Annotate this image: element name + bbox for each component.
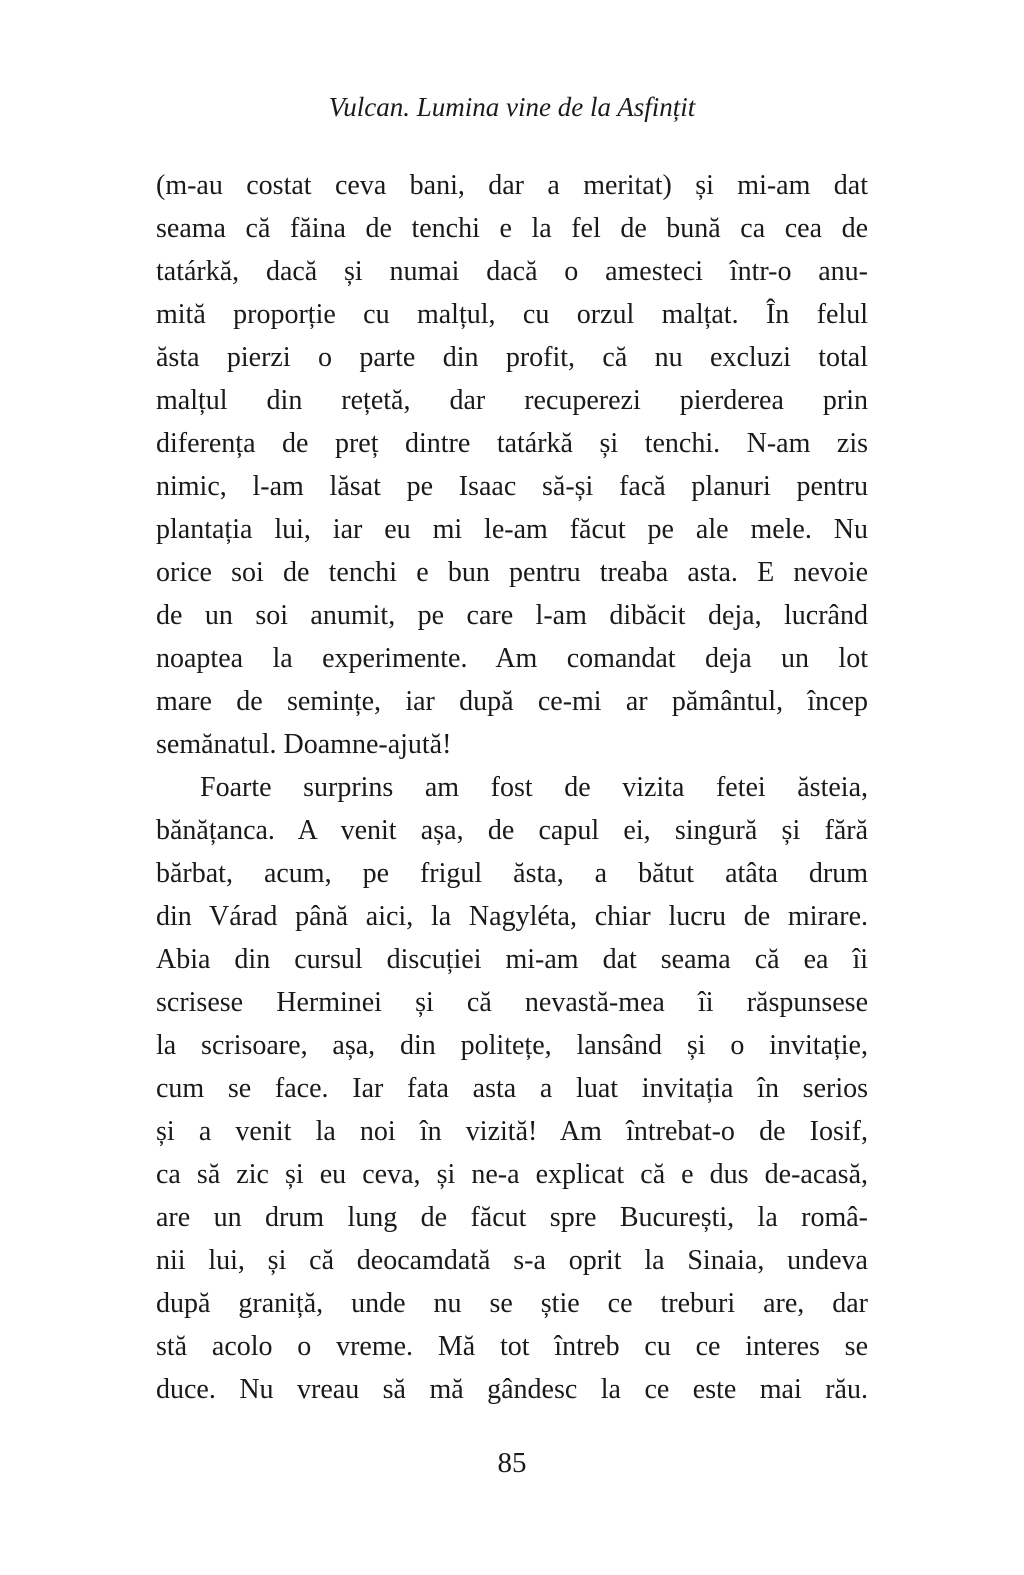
- text-line: semănatul. Doamne-ajută!: [156, 729, 452, 760]
- text-line: tatárkă, dacă și numai dacă o amesteci într-o anu-: [156, 256, 868, 287]
- text-line: (m-au costat ceva bani, dar a meritat) și mi-am dat: [156, 170, 868, 201]
- text-line: bărbat, acum, pe frigul ăsta, a bătut atâta drum: [156, 858, 868, 889]
- text-line: seama că făina de tenchi e la fel de bună ca cea de: [156, 213, 868, 244]
- text-line: duce. Nu vreau să mă gândesc la ce este mai rău.: [156, 1374, 868, 1405]
- text-line: Foarte surprins am fost de vizita fetei ăsteia,: [200, 772, 868, 803]
- text-line: Abia din cursul discuției mi-am dat seama că ea îi: [156, 944, 868, 975]
- body-text-block: [156, 164, 868, 1411]
- text-line: de un soi anumit, pe care l-am dibăcit deja, lucrând: [156, 600, 868, 631]
- text-line: are un drum lung de făcut spre București, la româ-: [156, 1202, 868, 1233]
- text-line: nimic, l-am lăsat pe Isaac să-și facă planuri pentru: [156, 471, 868, 502]
- text-line: noaptea la experimente. Am comandat deja un lot: [156, 643, 868, 674]
- text-line: bănățanca. A venit așa, de capul ei, singură și fără: [156, 815, 868, 846]
- text-line: mită proporție cu malțul, cu orzul malțat. În felul: [156, 299, 868, 330]
- text-line: ăsta pierzi o parte din profit, că nu excluzi total: [156, 342, 868, 373]
- text-line: orice soi de tenchi e bun pentru treaba asta. E nevoie: [156, 557, 868, 588]
- text-line: mare de semințe, iar după ce-mi ar pământul, încep: [156, 686, 868, 717]
- text-line: scrisese Herminei și că nevastă-mea îi răspunsese: [156, 987, 868, 1018]
- running-header-title: Vulcan. Lumina vine de la Asfințit: [328, 92, 696, 122]
- text-line: la scrisoare, așa, din politețe, lansând și o invitație,: [156, 1030, 868, 1061]
- page-number: 85: [497, 1447, 527, 1479]
- text-line: plantația lui, iar eu mi le-am făcut pe ale mele. Nu: [156, 514, 868, 545]
- text-line: după graniță, unde nu se știe ce treburi are, dar: [156, 1288, 868, 1319]
- text-line: și a venit la noi în vizită! Am întrebat-o de Iosif,: [156, 1116, 868, 1147]
- text-line: ca să zic și eu ceva, și ne-a explicat că e dus de-acasă,: [156, 1159, 868, 1190]
- text-line: stă acolo o vreme. Mă tot întreb cu ce interes se: [156, 1331, 868, 1362]
- text-line: nii lui, și că deocamdată s-a oprit la Sinaia, undeva: [156, 1245, 868, 1276]
- text-line: din Várad până aici, la Nagyléta, chiar lucru de mirare.: [156, 901, 868, 932]
- text-line: malțul din rețetă, dar recuperezi pierderea prin: [156, 385, 868, 416]
- text-line: diferența de preț dintre tatárkă și tenchi. N-am zis: [156, 428, 868, 459]
- text-line: cum se face. Iar fata asta a luat invitația în serios: [156, 1073, 868, 1104]
